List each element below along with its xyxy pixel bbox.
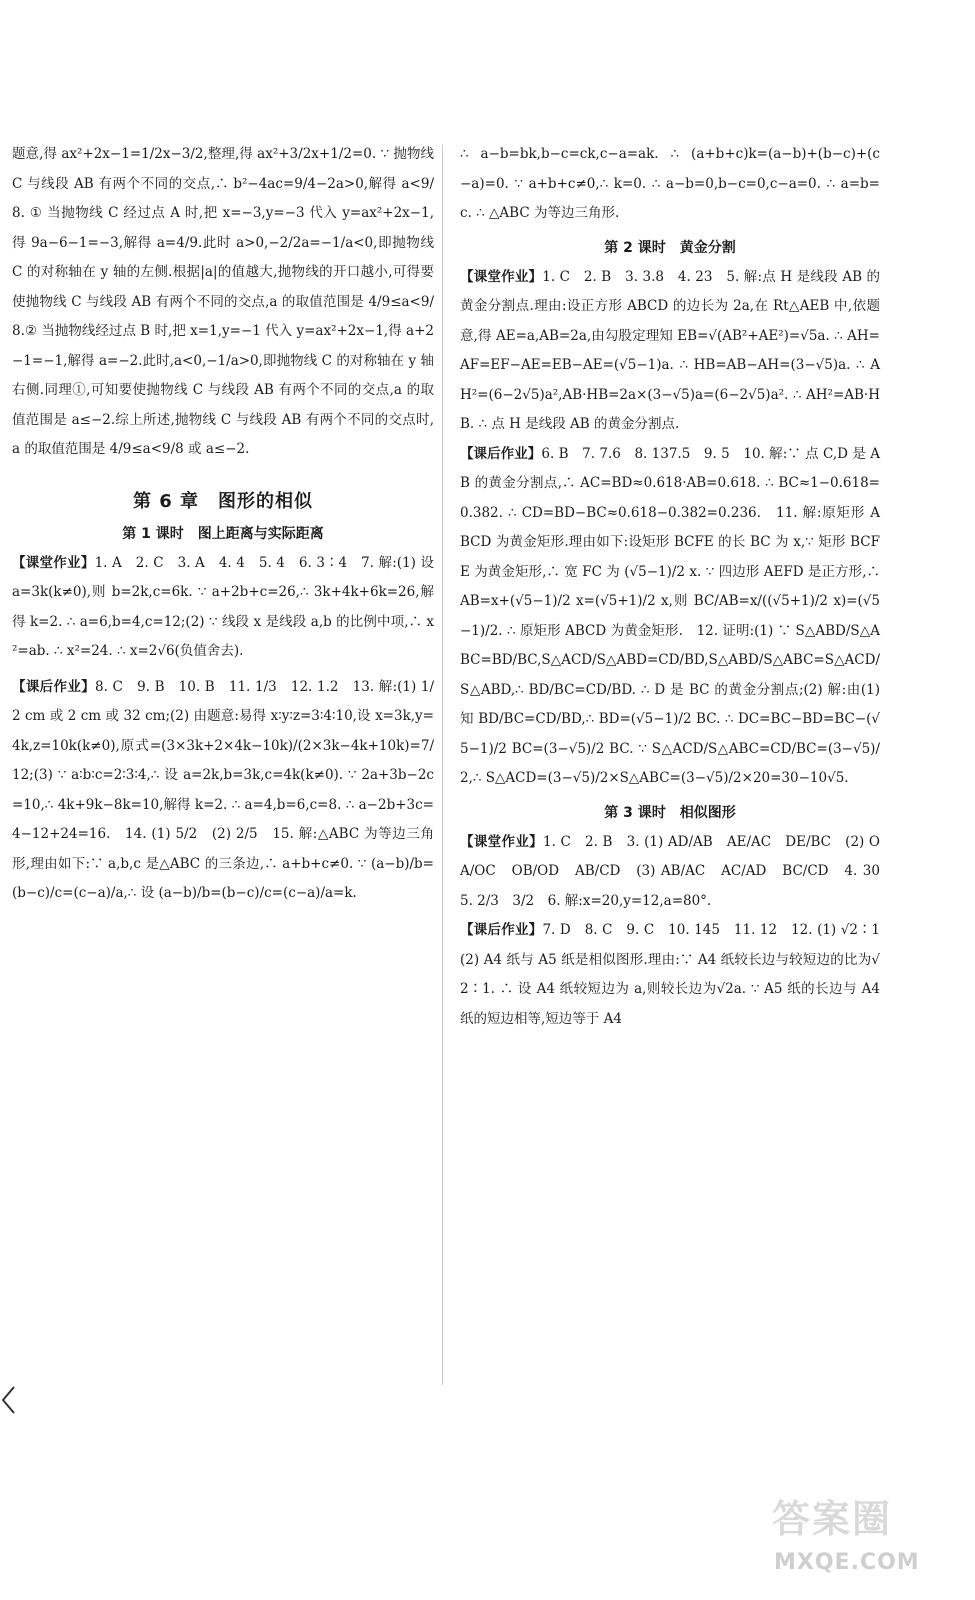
- watermark-url: MXQE.COM: [774, 1550, 920, 1575]
- lesson1-after-work: [12, 673, 434, 909]
- right-column: [460, 140, 894, 1034]
- section-text: 6. B 7. 7.6 8. 137.5 9. 5 10. 解:∵ 点 C,D 是 AB 的黄金分割点,∴ AC=BD≈0.618·AB=0.618. ∴ BC≈1−0.618=0.382. ∴ CD=BD−BC≈0.618−0.382=0.236. 11. 解:原矩形 ABCD 为黄金矩形.理由如下:设矩形 BCFE 的长 BC 为 x,∵ 矩形 BCFE 为黄金矩形,∴ 宽 FC 为 (√5−1)/2 x. ∵ 四边形 AEFD 是正方形,∴ AB=x+(√5−1)/2 x=(√5+1)/2 x,则 BC/AB=x/((√5+1)/2 x)=(√5−1)/2. ∴ 原矩形 ABCD 为黄金矩形. 12. 证明:(1) ∵ S△ABD/S△ABC=BD/BC,S△ACD/S△ABD=CD/BD,S△ABD/S△ABC=S△ACD/S△ABD,∴ BD/BC=CD/BD. ∴ D 是 BC 的黄金分割点;(2) 解:由(1)知 BD/BC=CD/BD,∴ BD=(√5−1)/2 BC. ∴ DC=BC−BD=BC−(√5−1)/2 BC=(3−√5)/2 BC. ∵ S△ACD/S△ABC=CD/BC=(3−√5)/2,∴ S△ACD=(3−√5)/2×S△ABC=(3−√5)/2×20=30−10√5.: [460, 445, 881, 786]
- section-label: 【课堂作业】: [12, 554, 95, 571]
- section-label: 【课堂作业】: [460, 833, 544, 850]
- section-text: 1. C 2. B 3. 3.8 4. 23 5. 解:点 H 是线段 AB 的黄金分割点.理由:设正方形 ABCD 的边长为 2a,在 Rt△AEB 中,依题意,得 AE=a,AB=2a,由勾股定理知 EB=√(AB²+AE²)=√5a. ∴ AH=AF=EF−AE=EB−AE=(√5−1)a. ∴ HB=AB−AH=(3−√5)a. ∴ AH²=(6−2√5)a²,AB·HB=2a×(3−√5)a=(6−2√5)a². ∴ AH²=AB·HB. ∴ 点 H 是线段 AB 的黄金分割点.: [460, 268, 880, 432]
- site-watermark: [772, 1488, 947, 1588]
- lesson2-class-work: [460, 263, 880, 440]
- section-label: 【课后作业】: [460, 922, 543, 938]
- lesson3-class-work: [460, 828, 894, 917]
- section-text: 8. C 9. B 10. B 11. 1/3 12. 1.2 13. 解:(1) 1/2 cm 或 2 cm 或 32 cm;(2) 由题意:易得 x∶y∶z=3∶4∶10,设 x=3k,y=4k,z=10k(k≠0),原式=(3×3k+2×4k−10k)/(2×3k−4k+10k)=7/12;(3) ∵ a∶b∶c=2∶3∶4,∴ 设 a=2k,b=3k,c=4k(k≠0). ∵ 2a+3b−2c=10,∴ 4k+9k−8k=10,解得 k=2. ∴ a=4,b=6,c=8. ∴ a−2b+3c=4−12+24=16. 14. (1) 5/2 (2) 2/5 15. 解:△ABC 为等边三角形,理由如下:∵ a,b,c 是△ABC 的三条边,∴ a+b+c≠0. ∵ (a−b)/b=(b−c)/c=(c−a)/a,∴ 设 (a−b)/b=(b−c)/c=(c−a)/a=k.: [12, 678, 435, 901]
- section-text: 1. C 2. B 3. (1) AD/AB AE/AC DE/BC (2) OA/OC OB/OD AB/CD (3) AB/AC AC/AD BC/CD 4. 30 5. 2/3 3/2 6. 解:x=20,y=12,a=80°.: [460, 833, 894, 909]
- left-column: [12, 140, 434, 909]
- intro-paragraph: 题意,得 ax²+2x−1=1/2x−3/2,整理,得 ax²+3/2x+1/2=0. ∵ 抛物线 C 与线段 AB 有两个不同的交点,∴ b²−4ac=9/4−2a>0,解得 a<9/8. ① 当抛物线 C 经过点 A 时,把 x=−3,y=−3 代入 y=ax²+2x−1,得 9a−6−1=−3,解得 a=4/9.此时 a>0,−2/2a=−1/a<0,即抛物线 C 的对称轴在 y 轴的左侧.根据|a|的值越大,抛物线的开口越小,可得要使抛物线 C 与线段 AB 有两个不同的交点,a 的取值范围是 4/9≤a<9/8.② 当抛物线经过点 B 时,把 x=1,y=−1 代入 y=ax²+2x−1,得 a+2−1=−1,解得 a=−2.此时,a<0,−1/a>0,即抛物线 C 的对称轴在 y 轴右侧.同理①,可知要使抛物线 C 与线段 AB 有两个不同的交点,a 的取值范围是 a≤−2.综上所述,抛物线 C 与线段 AB 有两个不同的交点时,a 的取值范围是 4/9≤a<9/8 或 a≤−2.: [12, 146, 434, 457]
- lesson2-title: 第 2 课时 黄金分割: [604, 239, 736, 256]
- section-label: 【课后作业】: [12, 678, 96, 695]
- section-label: 【课后作业】: [460, 445, 542, 462]
- section-label: 【课堂作业】: [460, 268, 543, 285]
- section-text: 7. D 8. C 9. C 10. 145 11. 12 12. (1) √2∶1 (2) A4 纸与 A5 纸是相似图形.理由:∵ A4 纸较长边与较短边的比为√2∶1. ∴ 设 A4 纸较短边为 a,则较长边为√2a. ∵ A5 纸的长边与 A4 纸的短边相等,短边等于 A4: [460, 922, 894, 1027]
- lesson1-title: 第 1 课时 图上距离与实际距离: [122, 525, 324, 542]
- chapter-title: 第 6 章 图形的相似: [132, 490, 314, 512]
- lesson2-after-work: [460, 440, 880, 794]
- lesson3-title: 第 3 课时 相似图形: [604, 804, 736, 821]
- page-corner-mark: [0, 1385, 18, 1415]
- column-divider: [442, 145, 443, 1385]
- lesson1-class-work: [12, 549, 434, 667]
- section-text: 1. A 2. C 3. A 4. 4 5. 4 6. 3∶4 7. 解:(1) 设 a=3k(k≠0),则 b=2k,c=6k. ∵ a+2b+c=26,∴ 3k+4k+6k=26,解得 k=2. ∴ a=6,b=4,c=12;(2) ∵ 线段 x 是线段 a,b 的比例中项,∴ x²=ab. ∴ x²=24. ∴ x=2√6(负值舍去).: [12, 554, 434, 659]
- continuation-paragraph: ∴ a−b=bk,b−c=ck,c−a=ak. ∴ (a+b+c)k=(a−b)+(b−c)+(c−a)=0. ∵ a+b+c≠0,∴ k=0. ∴ a−b=0,b−c=0,c−a=0. ∴ a=b=c. ∴ △ABC 为等边三角形.: [460, 146, 880, 221]
- watermark-logo-text: 答案圈: [772, 1497, 893, 1541]
- lesson3-after-work: [460, 916, 894, 1034]
